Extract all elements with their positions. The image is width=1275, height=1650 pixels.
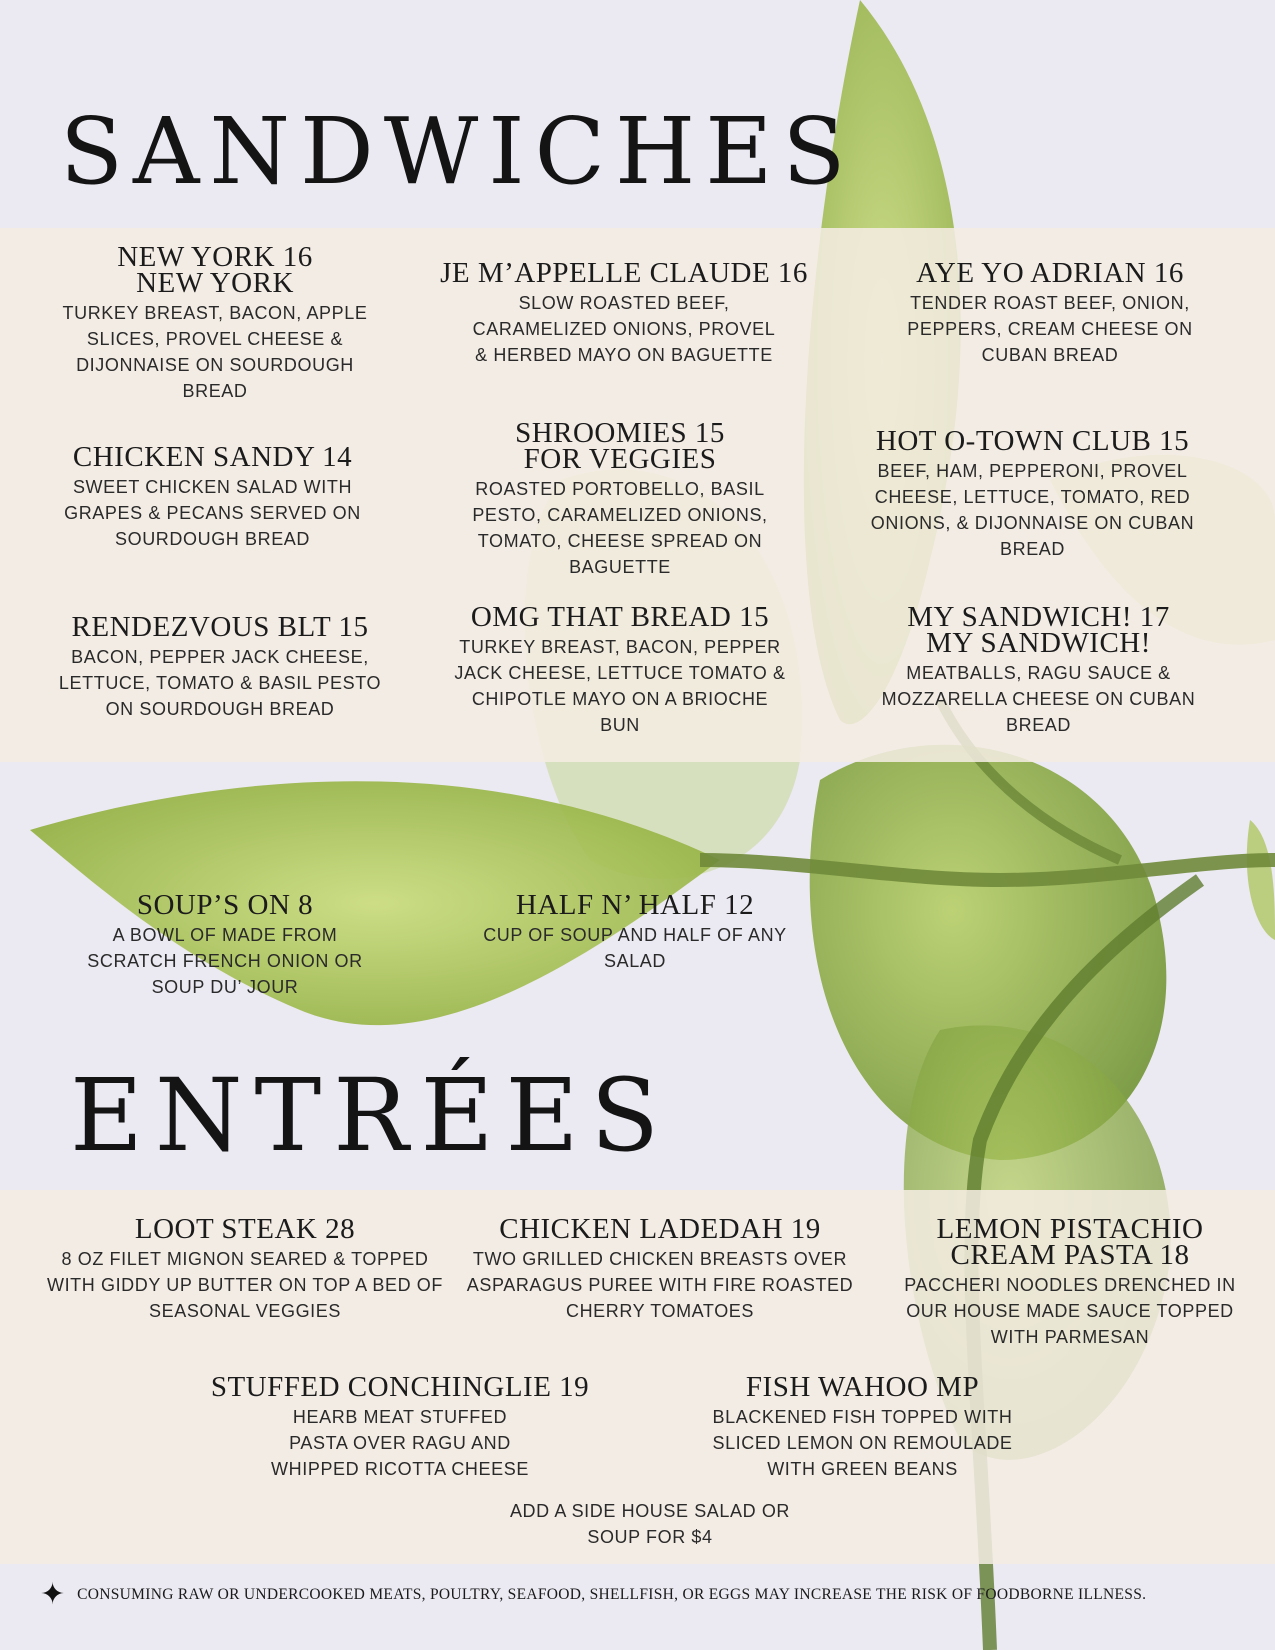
menu-item <box>450 417 790 580</box>
menu-item <box>866 601 1211 738</box>
disclaimer-text: CONSUMING RAW OR UNDERCOOKED MEATS, POULTRY, SEAFOOD, SHELLFISH, OR EGGS MAY INCREASE THE RISK OF FOODBORNE ILLNESS. <box>77 1586 1147 1603</box>
item-name: LOOT STEAK 28 <box>134 1213 356 1245</box>
item-name: LEMON PISTACHIO CREAM PASTA 18 <box>936 1213 1204 1271</box>
menu-item <box>440 601 800 738</box>
item-description: PACCHERI NOODLES DRENCHED IN OUR HOUSE MADE SAUCE TOPPED WITH PARMESAN <box>904 1275 1236 1347</box>
four-point-star-icon: ✦ <box>40 1578 66 1611</box>
item-name: AYE YO ADRIAN 16 <box>916 257 1184 289</box>
menu-item <box>40 611 400 722</box>
item-name: OMG THAT BREAD 15 <box>470 601 770 633</box>
item-name: STUFFED CONCHINGLIE 19 <box>210 1371 590 1403</box>
item-name: SHROOMIES 15 FOR VEGGIES <box>515 417 725 475</box>
item-name: NEW YORK 16 NEW YORK <box>117 241 313 299</box>
item-description: MEATBALLS, RAGU SAUCE & MOZZARELLA CHEESE ON CUBAN BREAD <box>881 663 1196 735</box>
menu-item <box>40 441 385 552</box>
side-note: ADD A SIDE HOUSE SALAD OR SOUP FOR $4 <box>509 1501 791 1547</box>
menu-item <box>460 889 810 974</box>
item-description: TURKEY BREAST, BACON, PEPPER JACK CHEESE, LETTUCE TOMATO & CHIPOTLE MAYO ON A BRIOCHE BUN <box>454 637 786 735</box>
item-description: 8 OZ FILET MIGNON SEARED & TOPPED WITH GIDDY UP BUTTER ON TOP A BED OF SEASONAL VEGGIES <box>46 1249 443 1321</box>
item-description: A BOWL OF MADE FROM SCRATCH FRENCH ONION OR SOUP DU’ JOUR <box>87 925 363 997</box>
item-name: HALF N’ HALF 12 <box>515 889 755 921</box>
item-description: BLACKENED FISH TOPPED WITH SLICED LEMON ON REMOULADE WITH GREEN BEANS <box>712 1407 1013 1479</box>
menu-item <box>880 257 1220 368</box>
sandwiches-title: SANDWICHES <box>60 98 856 205</box>
item-name: CHICKEN LADEDAH 19 <box>499 1213 821 1245</box>
menu-item <box>80 889 370 1000</box>
menu-item <box>690 1371 1035 1482</box>
menu-item <box>430 257 818 368</box>
item-description: ROASTED PORTOBELLO, BASIL PESTO, CARAMELIZED ONIONS, TOMATO, CHEESE SPREAD ON BAGUETTE <box>472 479 768 577</box>
menu-item <box>880 1213 1260 1350</box>
item-name: MY SANDWICH! 17 MY SANDWICH! <box>907 601 1170 659</box>
menu-item <box>45 1213 445 1324</box>
item-description: SWEET CHICKEN SALAD WITH GRAPES & PECANS SERVED ON SOURDOUGH BREAD <box>64 477 361 549</box>
menu-item <box>860 425 1205 562</box>
item-description: BACON, PEPPER JACK CHEESE, LETTUCE, TOMATO & BASIL PESTO ON SOURDOUGH BREAD <box>58 647 382 719</box>
item-description: HEARB MEAT STUFFED PASTA OVER RAGU AND WHIPPED RICOTTA CHEESE <box>271 1407 529 1479</box>
item-name: HOT O-TOWN CLUB 15 <box>875 425 1190 457</box>
item-name: CHICKEN SANDY 14 <box>72 441 353 473</box>
item-description: CUP OF SOUP AND HALF OF ANY SALAD <box>483 925 787 971</box>
item-name: SOUP’S ON 8 <box>136 889 314 921</box>
menu-item <box>45 241 385 404</box>
item-description: SLOW ROASTED BEEF, CARAMELIZED ONIONS, PROVEL & HERBED MAYO ON BAGUETTE <box>472 293 776 365</box>
item-name: FISH WAHOO MP <box>745 1371 980 1403</box>
menu-item <box>460 1213 860 1324</box>
entrees-title: ENTRÉES <box>70 1057 671 1174</box>
item-description: BEEF, HAM, PEPPERONI, PROVEL CHEESE, LETTUCE, TOMATO, RED ONIONS, & DIJONNAISE ON CUBAN BREAD <box>870 461 1195 559</box>
item-name: JE M’APPELLE CLAUDE 16 <box>440 257 808 289</box>
item-description: TWO GRILLED CHICKEN BREASTS OVER ASPARAGUS PUREE WITH FIRE ROASTED CHERRY TOMATOES <box>466 1249 854 1321</box>
menu-item <box>180 1371 620 1482</box>
item-description: TENDER ROAST BEEF, ONION, PEPPERS, CREAM CHEESE ON CUBAN BREAD <box>907 293 1193 365</box>
item-name: RENDEZVOUS BLT 15 <box>71 611 369 643</box>
allergy-disclaimer <box>40 1580 1260 1610</box>
item-description: TURKEY BREAST, BACON, APPLE SLICES, PROVEL CHEESE & DIJONNAISE ON SOURDOUGH BREAD <box>62 303 368 401</box>
